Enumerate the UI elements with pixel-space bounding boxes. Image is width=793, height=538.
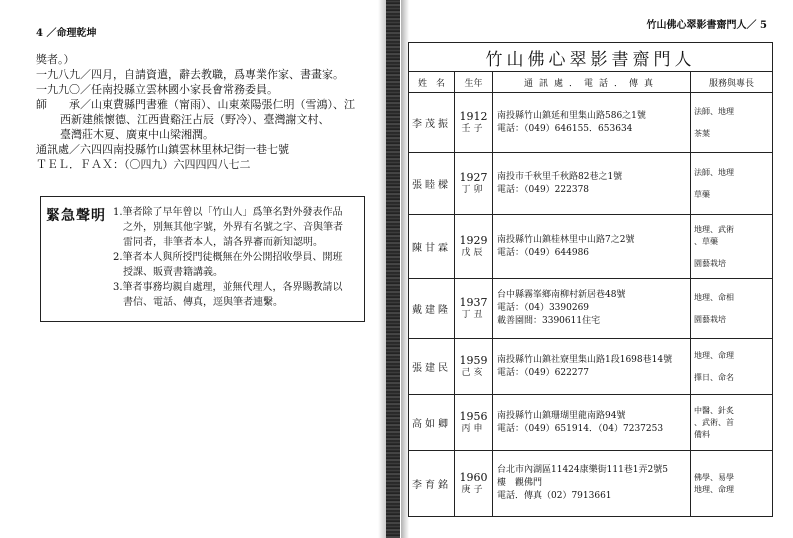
contact-line: 台北市內湖區11424康樂街111巷1弄2號5 [497, 465, 668, 475]
table-row [409, 279, 773, 339]
year-ganzhi: 丁卯 [461, 184, 486, 195]
contact-line: 電話：（049）651914．（04）7237253 [497, 423, 664, 434]
row-birth-year [455, 451, 493, 517]
row-services [691, 93, 773, 153]
notice-line: 1.筆者除了早年曾以「竹山人」爲筆名對外發表作品 [113, 207, 343, 218]
bio-line: 臺灣莊木夏、廣東中山梁湘潤。 [60, 128, 214, 141]
notice-line: 書信、電話、傳真，逕與筆者連繫。 [123, 297, 283, 308]
service-line: 、武術、首 [694, 417, 734, 427]
row-birth-year [455, 339, 493, 395]
table-row [409, 93, 773, 153]
left-page [0, 0, 388, 538]
notice-line: 之外，別無其他字號，外界有名號之字、音與筆者 [123, 222, 343, 233]
notice-line: 授課、販賣書籍講義。 [123, 267, 223, 278]
contact-line: 電話：（049）622277 [497, 367, 590, 378]
year-number: 1937 [459, 295, 488, 309]
contact-line: 電話．傳真（02）7913661 [497, 491, 612, 501]
service-line: 茶葉 [694, 128, 710, 138]
contact-line: 南投縣竹山鎮社寮里集山路1段1698巷14號 [497, 354, 673, 365]
row-birth-year [455, 93, 493, 153]
header-contact: 通訊處．電話．傳真 [493, 72, 691, 93]
row-contact [493, 153, 691, 215]
service-line: 備料 [694, 429, 710, 439]
service-line [694, 362, 772, 372]
row-contact [493, 339, 691, 395]
row-birth-year [455, 215, 493, 279]
year-number: 1956 [459, 409, 488, 423]
year-number: 1912 [459, 109, 488, 123]
service-line: 中醫、針炙 [694, 405, 734, 415]
bio-line: 一九八九／四月，自請資遣，辭去教職，爲專業作家、書畫家。 [36, 68, 344, 81]
row-birth-year [455, 395, 493, 451]
row-contact [493, 279, 691, 339]
table-row [409, 395, 773, 451]
biography-text [36, 52, 366, 172]
service-line: 佛學、易學 [694, 472, 734, 482]
year-ganzhi: 戊辰 [461, 247, 486, 258]
contact-line: 南投縣竹山鎮珊瑚里龍南路94號 [497, 410, 626, 421]
year-number: 1929 [459, 233, 488, 247]
row-name: 李育銘 [409, 451, 455, 517]
year-number: 1927 [459, 170, 488, 184]
row-services [691, 153, 773, 215]
row-birth-year [455, 279, 493, 339]
row-name: 李茂振 [409, 93, 455, 153]
table-header-row [409, 72, 773, 93]
table-row [409, 215, 773, 279]
service-line [694, 179, 772, 189]
contact-line: 台中縣霧峯鄉南柳村新居巷48號 [497, 290, 626, 300]
contact-line: 電話：（049）222378 [497, 184, 590, 195]
row-services [691, 339, 773, 395]
contact-line: 載善園間：3390611住宅 [497, 316, 601, 326]
notice-line: 雷同者，非筆者本人，請各界審而新知認明。 [123, 237, 323, 248]
left-page-header: 4 ／命理乾坤 [36, 28, 97, 39]
year-ganzhi: 庚子 [461, 484, 486, 495]
row-services [691, 215, 773, 279]
year-ganzhi: 壬子 [461, 123, 486, 134]
row-name: 高如卿 [409, 395, 455, 451]
disciples-table [408, 42, 773, 517]
contact-line: 電話：（049）644986 [497, 247, 590, 258]
emergency-notice-box [40, 196, 365, 322]
row-contact [493, 395, 691, 451]
contact-line: 電話：（049）646155．653634 [497, 123, 633, 134]
row-contact [493, 451, 691, 517]
contact-line: 南投縣竹山鎮延和里集山路586之1號 [497, 110, 646, 121]
table-row [409, 153, 773, 215]
service-line: 法師、地理 [694, 106, 734, 116]
service-line: 園藝栽培 [694, 258, 726, 268]
service-line [694, 248, 772, 258]
right-page [400, 0, 793, 538]
bio-line: ＴＥＬ．ＦＡＸ：（〇四九）六四四四八七二 [36, 158, 251, 171]
contact-line: 南投市千秋里千秋路82巷之1號 [497, 171, 623, 182]
year-ganzhi: 丁丑 [461, 309, 486, 320]
row-name: 張建民 [409, 339, 455, 395]
header-year: 生年 [455, 72, 493, 93]
right-page-header: 竹山佛心翠影書齋門人／ 5 [646, 20, 767, 31]
contact-line: 南投縣竹山鎮桂林里中山路7之2號 [497, 234, 635, 245]
header-services: 服務與專長 [691, 72, 773, 93]
table-row [409, 451, 773, 517]
table-row [409, 339, 773, 395]
row-name: 戴建隆 [409, 279, 455, 339]
year-number: 1960 [459, 470, 488, 484]
service-line: 園藝栽培 [694, 314, 726, 324]
table-title-row [409, 43, 773, 72]
service-line: 地理、命理 [694, 484, 734, 494]
bio-line: 獎者。） [36, 53, 75, 66]
service-line: 地理、命相 [694, 292, 734, 302]
row-name: 張睦樑 [409, 153, 455, 215]
year-ganzhi: 己亥 [461, 367, 486, 378]
bio-line: 西新建熊懷德、江西貴谿汪占辰（野冷）、臺灣謝文村、 [60, 113, 330, 126]
row-contact [493, 215, 691, 279]
notice-line: 3.筆者事務均親自處理，並無代理人，各界賜教請以 [113, 282, 343, 293]
year-number: 1959 [459, 353, 488, 367]
contact-line: 電話：（04）3390269 [497, 303, 590, 313]
row-birth-year [455, 153, 493, 215]
year-ganzhi: 丙申 [461, 423, 486, 434]
bio-line: 一九九〇／任南投縣立雲林國小家長會常務委員。 [36, 83, 278, 96]
service-line: 擇日、命名 [694, 372, 734, 382]
notice-line: 2.筆者本人與所授門徒概無在外公開招收學員、開班 [113, 252, 343, 263]
table-title: 竹山佛心翠影書齋門人 [409, 43, 773, 72]
row-services [691, 451, 773, 517]
bio-line: 師 承／山東費縣門書雅（甯雨）、山東萊陽張仁明（雪鴻）、江 [36, 98, 355, 111]
contact-line: 樓 觀佛門 [497, 478, 543, 488]
notice-items [113, 205, 363, 310]
row-contact [493, 93, 691, 153]
header-name: 姓 名 [409, 72, 455, 93]
service-line: 、草藥 [694, 236, 718, 246]
gutter-shadow-right [401, 0, 409, 538]
service-line [694, 118, 772, 128]
service-line [694, 304, 772, 314]
service-line: 地理、武術 [694, 224, 734, 234]
notice-title: 緊急聲明 [46, 208, 106, 224]
row-services [691, 279, 773, 339]
bio-line: 通訊處／六四四南投縣竹山鎮雲林里林圮街一巷七號 [36, 143, 289, 156]
service-line: 草藥 [694, 189, 710, 199]
row-services [691, 395, 773, 451]
service-line: 法師、地理 [694, 167, 734, 177]
service-line: 地理、命理 [694, 350, 734, 360]
row-name: 陳甘霖 [409, 215, 455, 279]
